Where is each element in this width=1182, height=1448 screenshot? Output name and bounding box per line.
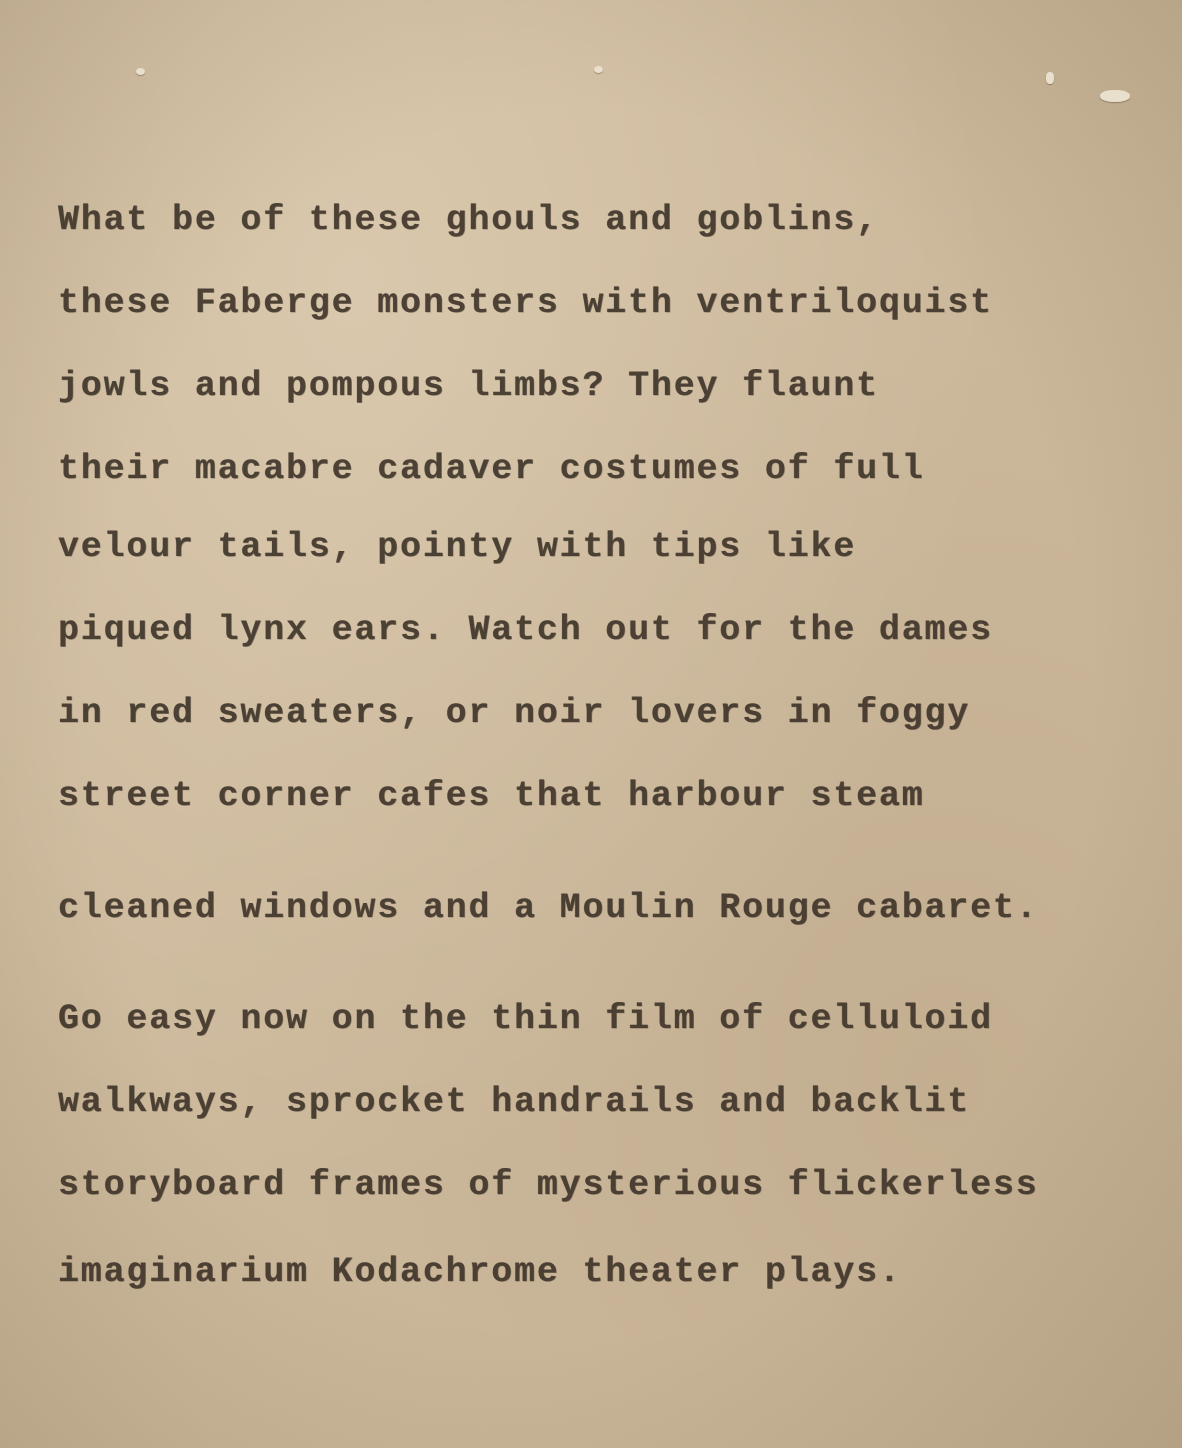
poem-line: street corner cafes that harbour steam	[58, 776, 925, 816]
poem-line: storyboard frames of mysterious flickerless	[58, 1165, 1039, 1205]
poem-line: jowls and pompous limbs? They flaunt	[58, 366, 879, 406]
poem-line: imaginarium Kodachrome theater plays.	[58, 1252, 902, 1292]
paper-tear-mark	[1100, 90, 1130, 102]
poem-line: these Faberge monsters with ventriloquist	[58, 283, 993, 323]
poem-line: walkways, sprocket handrails and backlit	[58, 1082, 971, 1122]
poem-line: velour tails, pointy with tips like	[58, 527, 857, 567]
paper-hole-mark	[594, 66, 603, 73]
paper-hole-mark	[136, 68, 145, 75]
poem-line: their macabre cadaver costumes of full	[58, 449, 925, 489]
paper-hole-mark	[1046, 72, 1054, 84]
poem-line: Go easy now on the thin film of celluloid	[58, 999, 993, 1039]
poem-line: cleaned windows and a Moulin Rouge cabaret.	[58, 888, 1039, 928]
poem-line: in red sweaters, or noir lovers in foggy	[58, 693, 971, 733]
poem-line: piqued lynx ears. Watch out for the dames	[58, 610, 993, 650]
poem-line: What be of these ghouls and goblins,	[58, 200, 879, 240]
